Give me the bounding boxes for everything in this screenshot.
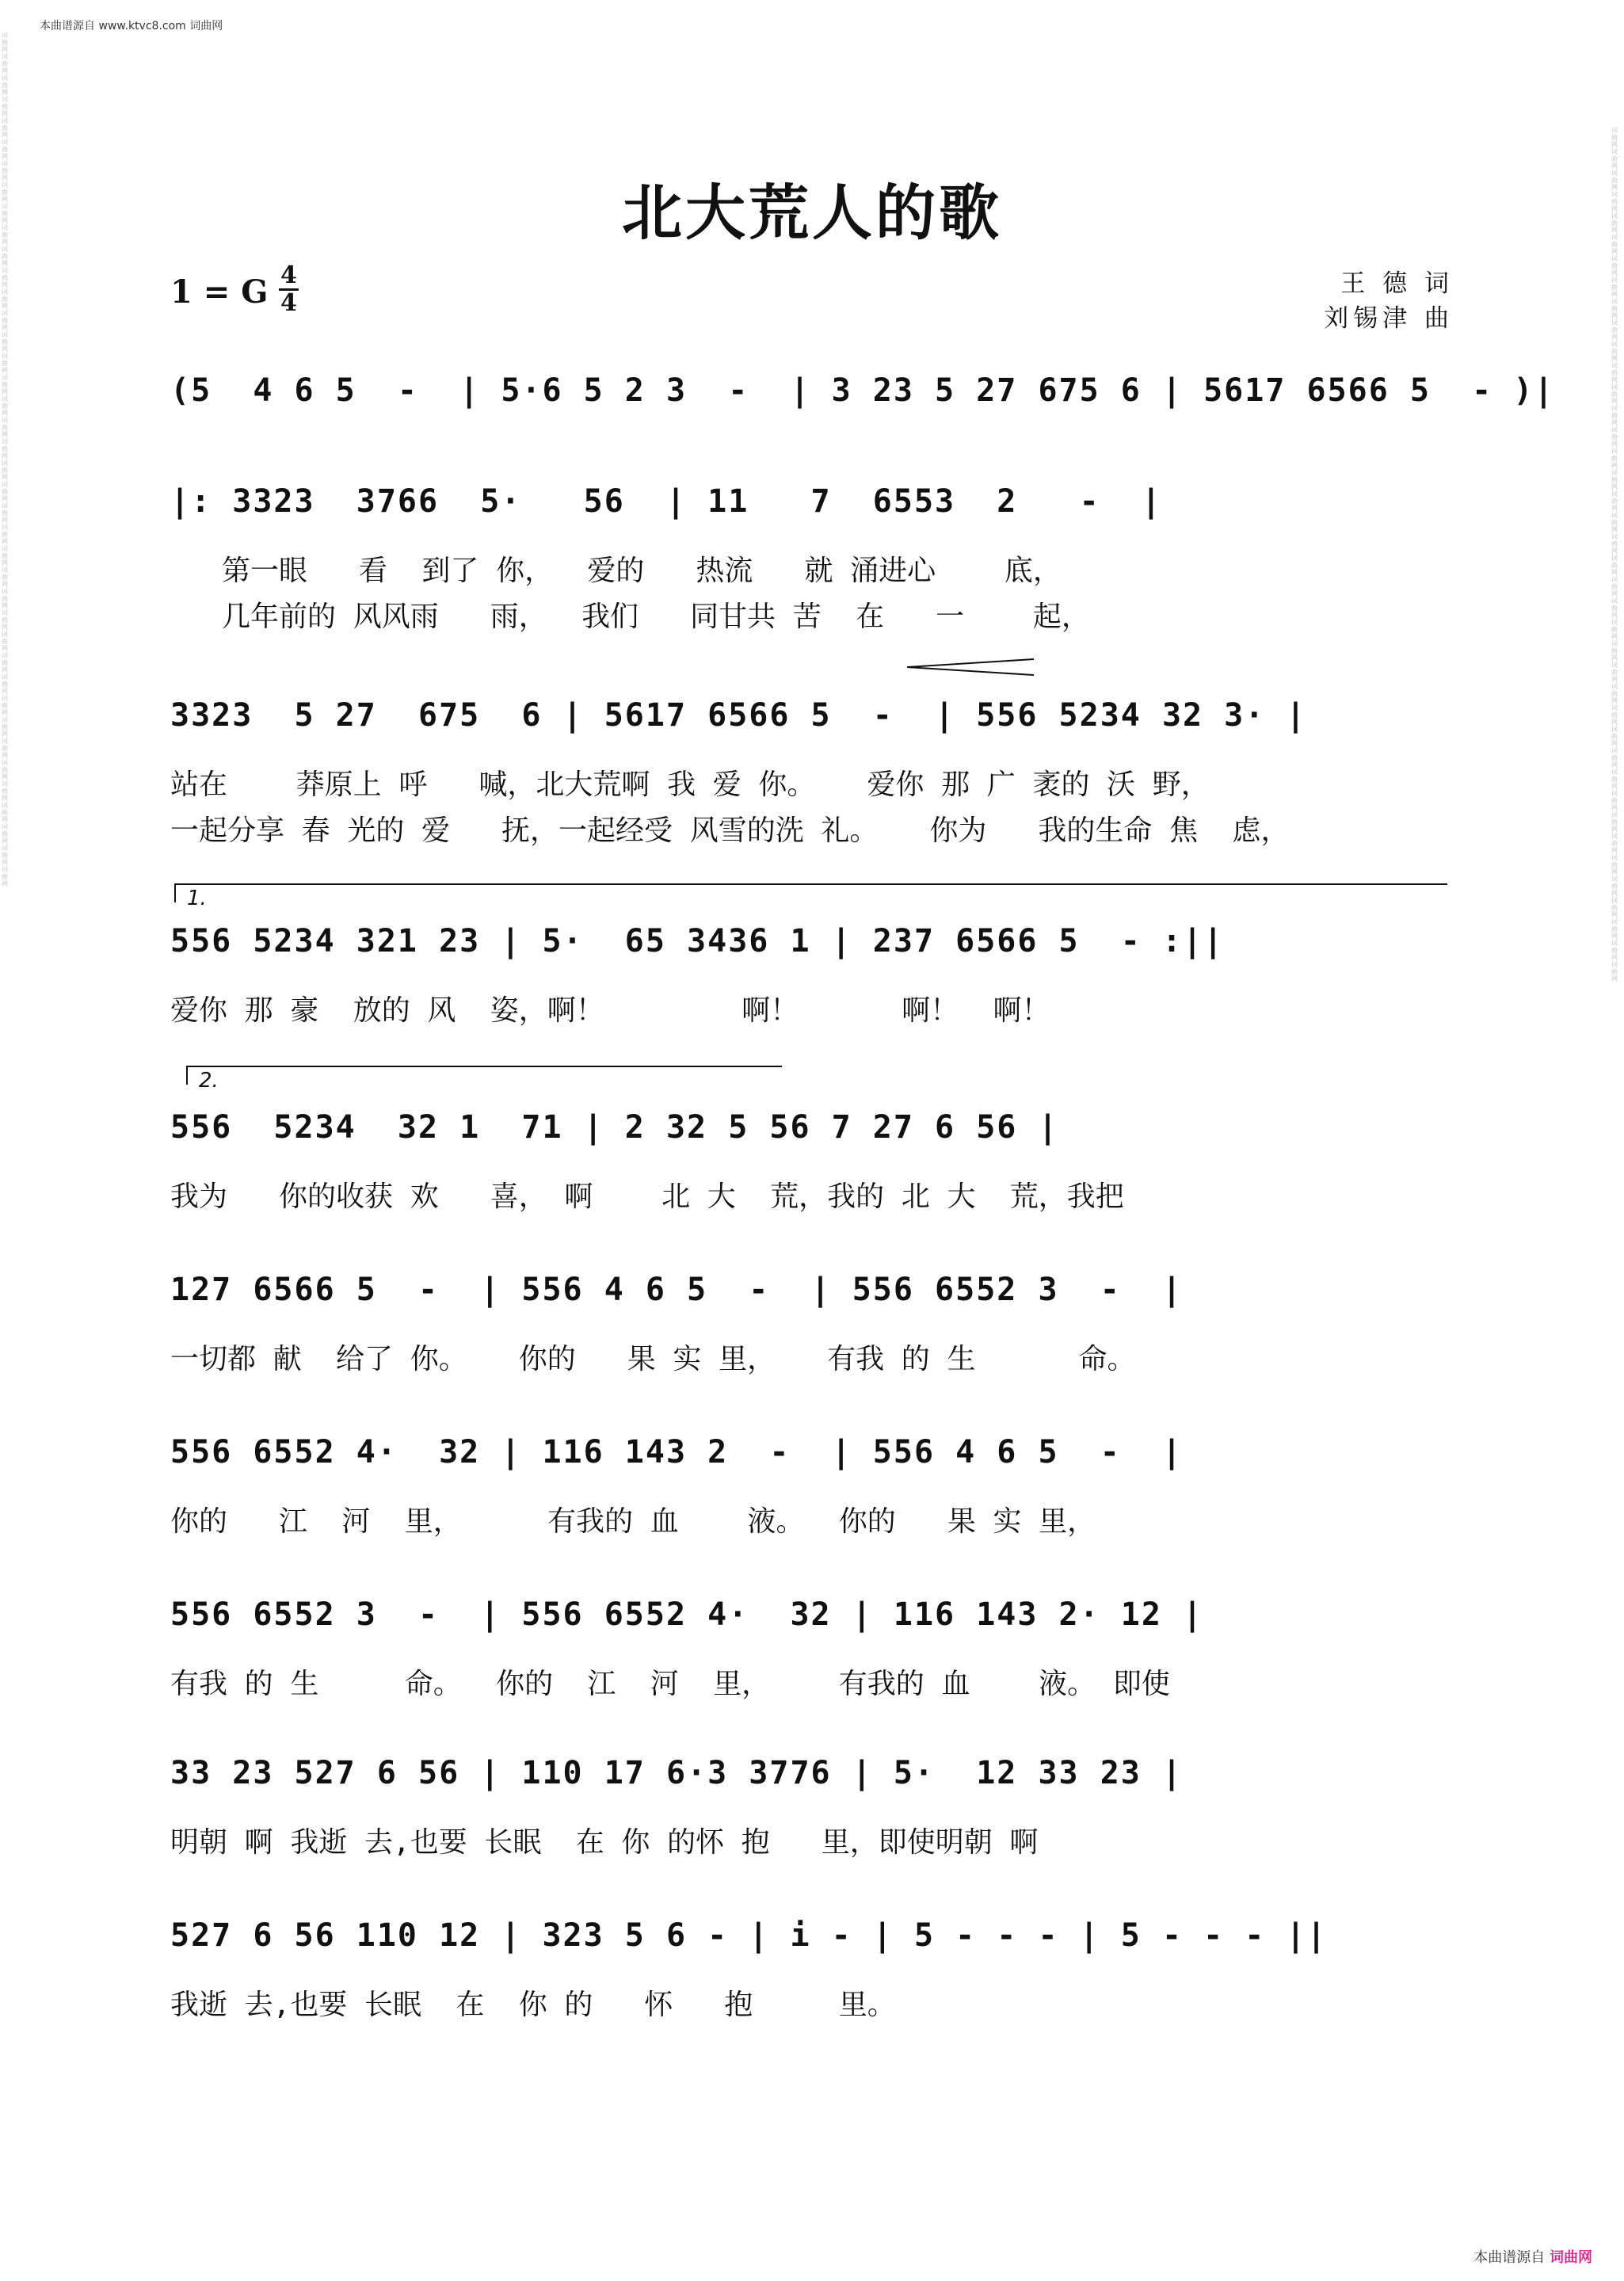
notation-line: 556 6552 4· 32 | 116 143 2 - | 556 4 6 5 - |	[170, 1434, 1184, 1470]
lyric-line: 我逝 去,也要 长眠 在 你 的 怀 抱 里。	[170, 1989, 896, 2021]
composer-credit: 刘锡津 曲	[1324, 304, 1454, 333]
lyric-line: 你的 江 河 里， 有我的 血 液。 你的 果 实 里，	[170, 1505, 1096, 1538]
second-ending-bracket	[186, 1066, 782, 1093]
notation-line: 33 23 527 6 56 | 110 17 6·3 3776 | 5· 12 33 23 |	[170, 1755, 1184, 1791]
lyric-line: 站在 莽原上 呼 喊，北大荒啊 我 爱 你。 爱你 那 广 袤的 沃 野，	[170, 769, 1210, 801]
time-signature-top: 4	[280, 261, 297, 289]
lyricist-credit: 王 德 词	[1340, 269, 1454, 298]
first-ending-bracket	[174, 883, 1447, 910]
time-signature-bottom: 4	[280, 289, 297, 317]
lyric-line: 一切都 献 给了 你。 你的 果 实 里， 有我 的 生 命。	[170, 1343, 1136, 1375]
footer-brand: 词曲网	[1550, 2249, 1592, 2266]
footer-source: 本曲谱源自	[1473, 2249, 1546, 2266]
notation-line: (5 4 6 5 - | 5·6 5 2 3 - | 3 23 5 27 675 6 | 5617 6566 5 - )|	[170, 372, 1555, 409]
crescendo-mark	[907, 658, 1034, 677]
credits	[1324, 266, 1454, 336]
notation-line: 127 6566 5 - | 556 4 6 5 - | 556 6552 3 - |	[170, 1272, 1184, 1308]
lyric-line: 爱你 那 豪 放的 风 姿，啊！ 啊！ 啊！ 啊！	[170, 994, 1050, 1027]
lyric-line: 几年前的 风风雨 雨， 我们 同甘共 苦 在 一 起，	[170, 601, 1090, 633]
time-signature	[279, 263, 299, 316]
right-watermark-strip: 词曲网词曲网词曲网词曲网词曲网词曲网词曲网词曲网词曲网词曲网词曲网词曲网词曲网词曲网词曲网词曲网词曲网词曲网词曲网词曲网词曲网词曲网词曲网词曲网词曲网词曲网词曲网词曲网词曲网词曲网词曲网词曲网词曲网词曲网词曲网词曲网词曲网词曲网词曲网词曲网	[1611, 127, 1618, 982]
lyric-line: 一起分享 春 光的 爱 抚，一起经受 风雪的洗 礼。 你为 我的生命 焦 虑，	[170, 814, 1290, 847]
site-header-text: 本曲谱源自 www.ktvc8.com 词曲网	[40, 20, 223, 32]
notation-line: 556 5234 321 23 | 5· 65 3436 1 | 237 6566 5 - :||	[170, 923, 1225, 959]
lyric-line: 我为 你的收获 欢 喜， 啊 北 大 荒，我的 北 大 荒，我把	[170, 1181, 1124, 1213]
footer	[1473, 2246, 1592, 2267]
notation-line: 556 5234 32 1 71 | 2 32 5 56 7 27 6 56 |	[170, 1109, 1059, 1146]
lyric-line: 有我 的 生 命。 你的 江 河 里， 有我的 血 液。 即使	[170, 1668, 1170, 1700]
lyric-line: 第一眼 看 到了 你， 爱的 热流 就 涌进心 底，	[170, 555, 1062, 587]
notation-line: 527 6 56 110 12 | 323 5 6 - | i - | 5 - - - | 5 - - - ||	[170, 1917, 1328, 1954]
notation-line: 556 6552 3 - | 556 6552 4· 32 | 116 143 2· 12 |	[170, 1596, 1204, 1633]
second-ending-label: 2.	[199, 1069, 219, 1093]
notation-line: 3323 5 27 675 6 | 5617 6566 5 - | 556 5234 32 3· |	[170, 697, 1307, 734]
first-ending-label: 1.	[187, 887, 207, 910]
site-header	[40, 17, 223, 33]
notation-line: |: 3323 3766 5· 56 | 11 7 6553 2 - |	[170, 483, 1162, 520]
key-signature: 1 = G	[170, 273, 269, 311]
left-watermark-strip: 词曲网词曲网词曲网词曲网词曲网词曲网词曲网词曲网词曲网词曲网词曲网词曲网词曲网词曲网词曲网词曲网词曲网词曲网词曲网词曲网词曲网词曲网词曲网词曲网词曲网词曲网词曲网词曲网词曲网词曲网词曲网词曲网词曲网词曲网词曲网词曲网词曲网词曲网词曲网词曲网	[2, 32, 8, 887]
lyric-line: 明朝 啊 我逝 去,也要 长眠 在 你 的怀 抱 里，即使明朝 啊	[170, 1826, 1039, 1859]
song-title: 北大荒人的歌	[622, 177, 1002, 248]
